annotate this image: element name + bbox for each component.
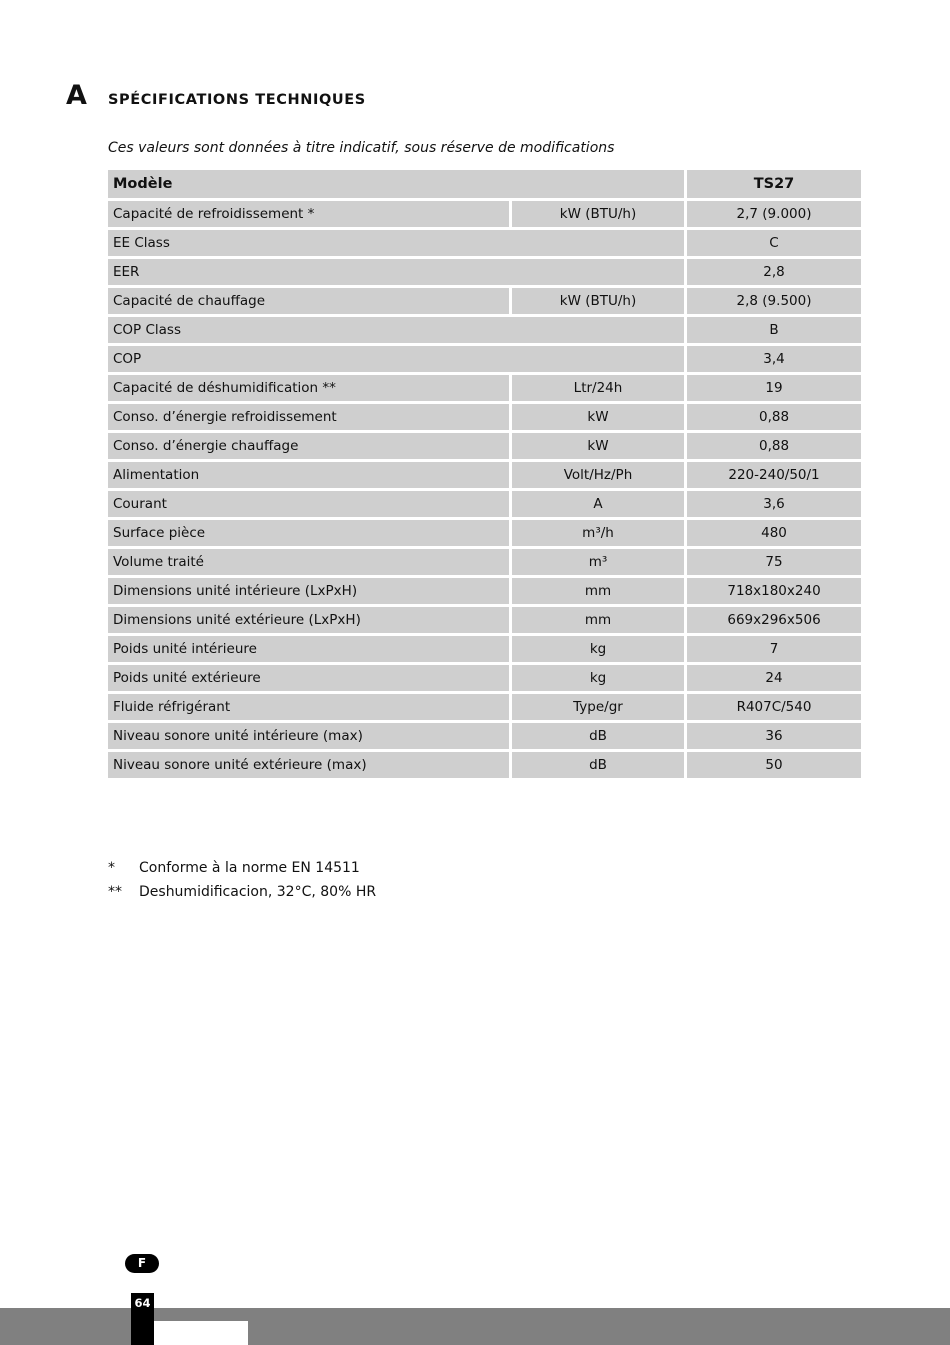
footnote-mark: ** [108, 884, 122, 900]
section-subtitle: Ces valeurs sont données à titre indicatif, sous réserve de modifications [108, 140, 615, 156]
row-label: Surface pièce [108, 520, 509, 546]
row-value: 480 [687, 520, 861, 546]
table-row [108, 694, 861, 720]
row-label: Capacité de refroidissement * [108, 201, 509, 227]
table-header-row [108, 170, 861, 198]
row-label: Fluide réfrigérant [108, 694, 509, 720]
row-unit: dB [512, 752, 684, 778]
row-label: Conso. d’énergie refroidissement [108, 404, 509, 430]
row-value: 0,88 [687, 404, 861, 430]
row-value: 669x296x506 [687, 607, 861, 633]
row-unit: Volt/Hz/Ph [512, 462, 684, 488]
row-value: 7 [687, 636, 861, 662]
footer-strip [154, 1321, 248, 1345]
table-row [108, 607, 861, 633]
row-unit: kW (BTU/h) [512, 288, 684, 314]
row-value: 36 [687, 723, 861, 749]
header-model-name: TS27 [687, 170, 861, 198]
footnote-text: Conforme à la norme EN 14511 [139, 860, 360, 876]
table-row [108, 375, 861, 401]
row-label: Dimensions unité intérieure (LxPxH) [108, 578, 509, 604]
row-unit: A [512, 491, 684, 517]
table-row [108, 636, 861, 662]
row-label: EER [108, 259, 684, 285]
row-value: 50 [687, 752, 861, 778]
table-row [108, 752, 861, 778]
row-unit: mm [512, 578, 684, 604]
table-row [108, 288, 861, 314]
row-unit: m³/h [512, 520, 684, 546]
row-value: 0,88 [687, 433, 861, 459]
table-row [108, 491, 861, 517]
row-unit: kg [512, 665, 684, 691]
table-row [108, 433, 861, 459]
row-value: 3,4 [687, 346, 861, 372]
table-row [108, 665, 861, 691]
row-unit: m³ [512, 549, 684, 575]
row-label: Volume traité [108, 549, 509, 575]
footnotes [108, 856, 376, 904]
row-unit: kW (BTU/h) [512, 201, 684, 227]
page-number: 64 [134, 1296, 151, 1310]
spec-table-body [108, 170, 861, 778]
row-value: 2,8 (9.500) [687, 288, 861, 314]
header-model-label: Modèle [108, 170, 684, 198]
row-value: 2,7 (9.000) [687, 201, 861, 227]
row-unit: Ltr/24h [512, 375, 684, 401]
footnote [108, 880, 376, 904]
row-value: 75 [687, 549, 861, 575]
row-label: Alimentation [108, 462, 509, 488]
row-label: COP [108, 346, 684, 372]
row-label: Capacité de déshumidification ** [108, 375, 509, 401]
row-unit: kW [512, 404, 684, 430]
footnote-text: Deshumidificacion, 32°C, 80% HR [139, 884, 377, 900]
table-row [108, 549, 861, 575]
row-unit: dB [512, 723, 684, 749]
section-letter: A [66, 80, 87, 111]
table-row [108, 462, 861, 488]
section-title: SPÉCIFICATIONS TECHNIQUES [108, 92, 366, 108]
row-value: 718x180x240 [687, 578, 861, 604]
row-value: 2,8 [687, 259, 861, 285]
row-label: Courant [108, 491, 509, 517]
row-label: Dimensions unité extérieure (LxPxH) [108, 607, 509, 633]
row-unit: Type/gr [512, 694, 684, 720]
footnote [108, 856, 376, 880]
row-value: R407C/540 [687, 694, 861, 720]
row-unit: kg [512, 636, 684, 662]
table-row [108, 201, 861, 227]
row-label: Capacité de chauffage [108, 288, 509, 314]
row-value: 220-240/50/1 [687, 462, 861, 488]
row-unit: mm [512, 607, 684, 633]
row-value: 3,6 [687, 491, 861, 517]
table-row [108, 404, 861, 430]
row-value: B [687, 317, 861, 343]
table-row [108, 259, 861, 285]
footnote-mark: * [108, 860, 115, 876]
table-row [108, 230, 861, 256]
table-row [108, 578, 861, 604]
row-label: Niveau sonore unité intérieure (max) [108, 723, 509, 749]
row-label: Conso. d’énergie chauffage [108, 433, 509, 459]
spec-table [105, 167, 864, 781]
row-label: COP Class [108, 317, 684, 343]
table-row [108, 317, 861, 343]
row-value: 19 [687, 375, 861, 401]
row-label: Poids unité extérieure [108, 665, 509, 691]
table-row [108, 520, 861, 546]
row-unit: kW [512, 433, 684, 459]
row-label: Poids unité intérieure [108, 636, 509, 662]
row-value: C [687, 230, 861, 256]
table-row [108, 346, 861, 372]
row-value: 24 [687, 665, 861, 691]
row-label: EE Class [108, 230, 684, 256]
row-label: Niveau sonore unité extérieure (max) [108, 752, 509, 778]
table-row [108, 723, 861, 749]
language-badge: F [125, 1254, 159, 1273]
